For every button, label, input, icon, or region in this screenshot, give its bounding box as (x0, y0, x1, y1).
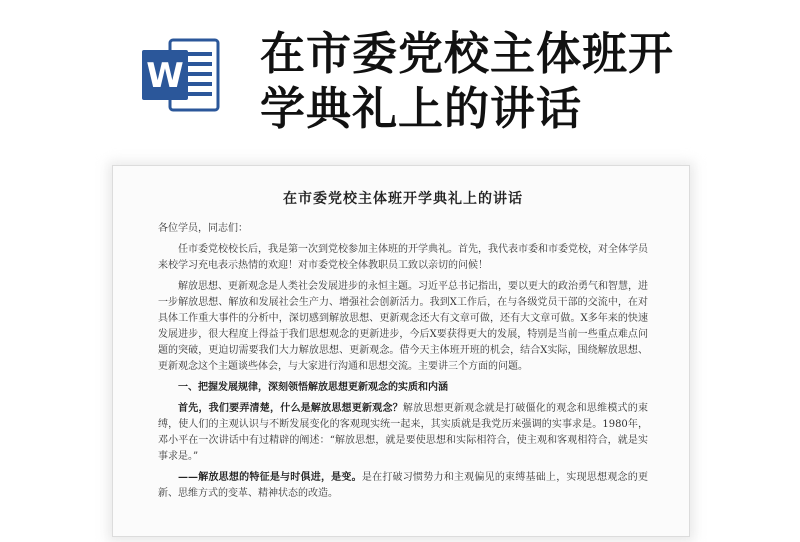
document-greeting: 各位学员，同志们： (158, 223, 248, 234)
word-icon (140, 34, 222, 116)
page-header (0, 0, 800, 150)
document-title: 在市委党校主体班开学典礼上的讲话 (283, 191, 523, 207)
document-preview (112, 165, 690, 537)
word-icon-letter: W (146, 56, 184, 96)
section-heading-1: 一、把握发展规律，深刻领悟解放思想更新观念的实质和内涵 (178, 382, 448, 393)
paragraph-3 (158, 401, 648, 465)
paragraph-4 (158, 470, 648, 502)
paragraph-3-text: 解放思想更新观念就是打破僵化的观念和思维模式的束缚，使人们的主观认识与不断发展变化的客观现实统一起来，其实质就是我党历来强调的实事求是。1980年，邓小平在一次讲话中有过精辟的阐述：“解放思想，就是要使思想和实际相符合，使主观和客观相符合，就是实事求是。” (158, 403, 649, 462)
paragraph-1: 任市委党校校长后，我是第一次到党校参加主体班的开学典礼。首先，我代表市委和市委党校，对全体学员来校学习充电表示热情的欢迎！对市委党校全体教职员工致以亲切的问候！ (158, 244, 648, 271)
page-title-line1: 在市委党校主体班开 (260, 27, 675, 80)
document-body (158, 188, 648, 507)
paragraph-4-text: 是在打破习惯势力和主观偏见的束缚基础上，实现思想观念的更新、思维方式的变革、精神状态的改造。 (158, 472, 649, 499)
page-title (260, 26, 780, 136)
paragraph-4-lead: ——解放思想的特征是与时俱进，是变。 (178, 472, 362, 483)
page-title-line2: 学典礼上的讲话 (260, 82, 583, 135)
paragraph-2: 解放思想、更新观念是人类社会发展进步的永恒主题。习近平总书记指出，要以更大的政治勇气和智慧，进一步解放思想、解放和发展社会生产力、增强社会创新活力。我到X工作后，在与各级党员干部的交流中，在对具体工作重大事件的分析中，深切感到解放思想、更新观念还大有文章可做，还有大文章可做。X多年来的快速发展进步，很大程度上得益于我们思想观念的更新进步，今后X要获得更大的发展，特别是当前一些重点难点问题的突破，更迫切需要我们大力解放思想、更新观念。借今天主体班开班的机会，结合X实际，围绕解放思想、更新观念这个主题谈些体会，与大家进行沟通和思想交流。主要讲三个方面的问题。 (158, 281, 648, 372)
paragraph-3-lead: 首先，我们要弄清楚，什么是解放思想更新观念？ (178, 403, 403, 414)
